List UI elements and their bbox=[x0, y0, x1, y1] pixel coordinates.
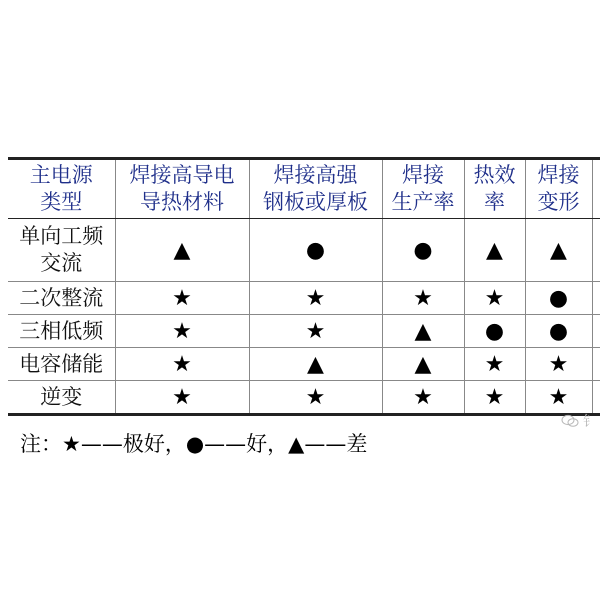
circle-icon: ● bbox=[464, 315, 525, 348]
table-cell bbox=[592, 282, 600, 315]
legend-label-excellent: 极好， bbox=[122, 432, 186, 456]
wechat-icon bbox=[561, 414, 579, 428]
circle-icon: ● bbox=[525, 315, 592, 348]
star-icon: ★ bbox=[249, 315, 382, 348]
table-cell bbox=[592, 381, 600, 415]
comparison-table bbox=[8, 157, 600, 416]
legend-label-poor: 差 bbox=[346, 432, 368, 456]
star-icon: ★ bbox=[115, 315, 249, 348]
legend-prefix: 注： bbox=[20, 432, 62, 456]
legend-dash: —— bbox=[304, 432, 347, 456]
table-cell bbox=[592, 348, 600, 381]
legend bbox=[20, 428, 367, 458]
legend-dash: —— bbox=[204, 432, 247, 456]
legend-dash: —— bbox=[80, 432, 123, 456]
triangle-icon: ▲ bbox=[525, 219, 592, 282]
star-icon: ★ bbox=[115, 282, 249, 315]
table-cell bbox=[592, 315, 600, 348]
circle-icon: ● bbox=[249, 219, 382, 282]
watermark-text: 钅 bbox=[583, 414, 597, 430]
row-label: 二次整流 bbox=[8, 282, 115, 315]
star-icon: ★ bbox=[115, 348, 249, 381]
star-icon: ★ bbox=[382, 381, 464, 415]
table-row bbox=[8, 348, 600, 381]
row-label: 单向工频 交流 bbox=[8, 219, 115, 282]
watermark bbox=[561, 411, 597, 431]
header-cut-off bbox=[592, 159, 600, 219]
star-icon: ★ bbox=[382, 282, 464, 315]
triangle-icon: ▲ bbox=[382, 315, 464, 348]
row-label: 逆变 bbox=[8, 381, 115, 415]
table-row bbox=[8, 219, 600, 282]
triangle-icon: ▲ bbox=[464, 219, 525, 282]
star-icon: ★ bbox=[525, 348, 592, 381]
circle-icon: ● bbox=[185, 432, 205, 456]
star-icon: ★ bbox=[464, 381, 525, 415]
triangle-icon: ▲ bbox=[382, 348, 464, 381]
star-icon: ★ bbox=[115, 381, 249, 415]
circle-icon: ● bbox=[525, 282, 592, 315]
header-row bbox=[8, 159, 600, 219]
star-icon: ★ bbox=[62, 432, 81, 456]
table-row bbox=[8, 315, 600, 348]
table-row bbox=[8, 282, 600, 315]
star-icon: ★ bbox=[525, 381, 592, 415]
header-productivity: 焊接 生产率 bbox=[382, 159, 464, 219]
table-row bbox=[8, 381, 600, 415]
circle-icon: ● bbox=[382, 219, 464, 282]
header-thermal-efficiency: 热效 率 bbox=[464, 159, 525, 219]
triangle-icon: ▲ bbox=[288, 432, 305, 456]
header-deformation: 焊接 变形 bbox=[525, 159, 592, 219]
row-label: 三相低频 bbox=[8, 315, 115, 348]
row-label: 电容储能 bbox=[8, 348, 115, 381]
triangle-icon: ▲ bbox=[249, 348, 382, 381]
star-icon: ★ bbox=[464, 282, 525, 315]
star-icon: ★ bbox=[249, 381, 382, 415]
header-power-type: 主电源 类型 bbox=[8, 159, 115, 219]
triangle-icon: ▲ bbox=[115, 219, 249, 282]
legend-label-good: 好， bbox=[246, 432, 289, 456]
header-conductive-materials: 焊接高导电 导热材料 bbox=[115, 159, 249, 219]
table-cell bbox=[592, 219, 600, 282]
header-high-strength-plate: 焊接高强 钢板或厚板 bbox=[249, 159, 382, 219]
star-icon: ★ bbox=[464, 348, 525, 381]
star-icon: ★ bbox=[249, 282, 382, 315]
